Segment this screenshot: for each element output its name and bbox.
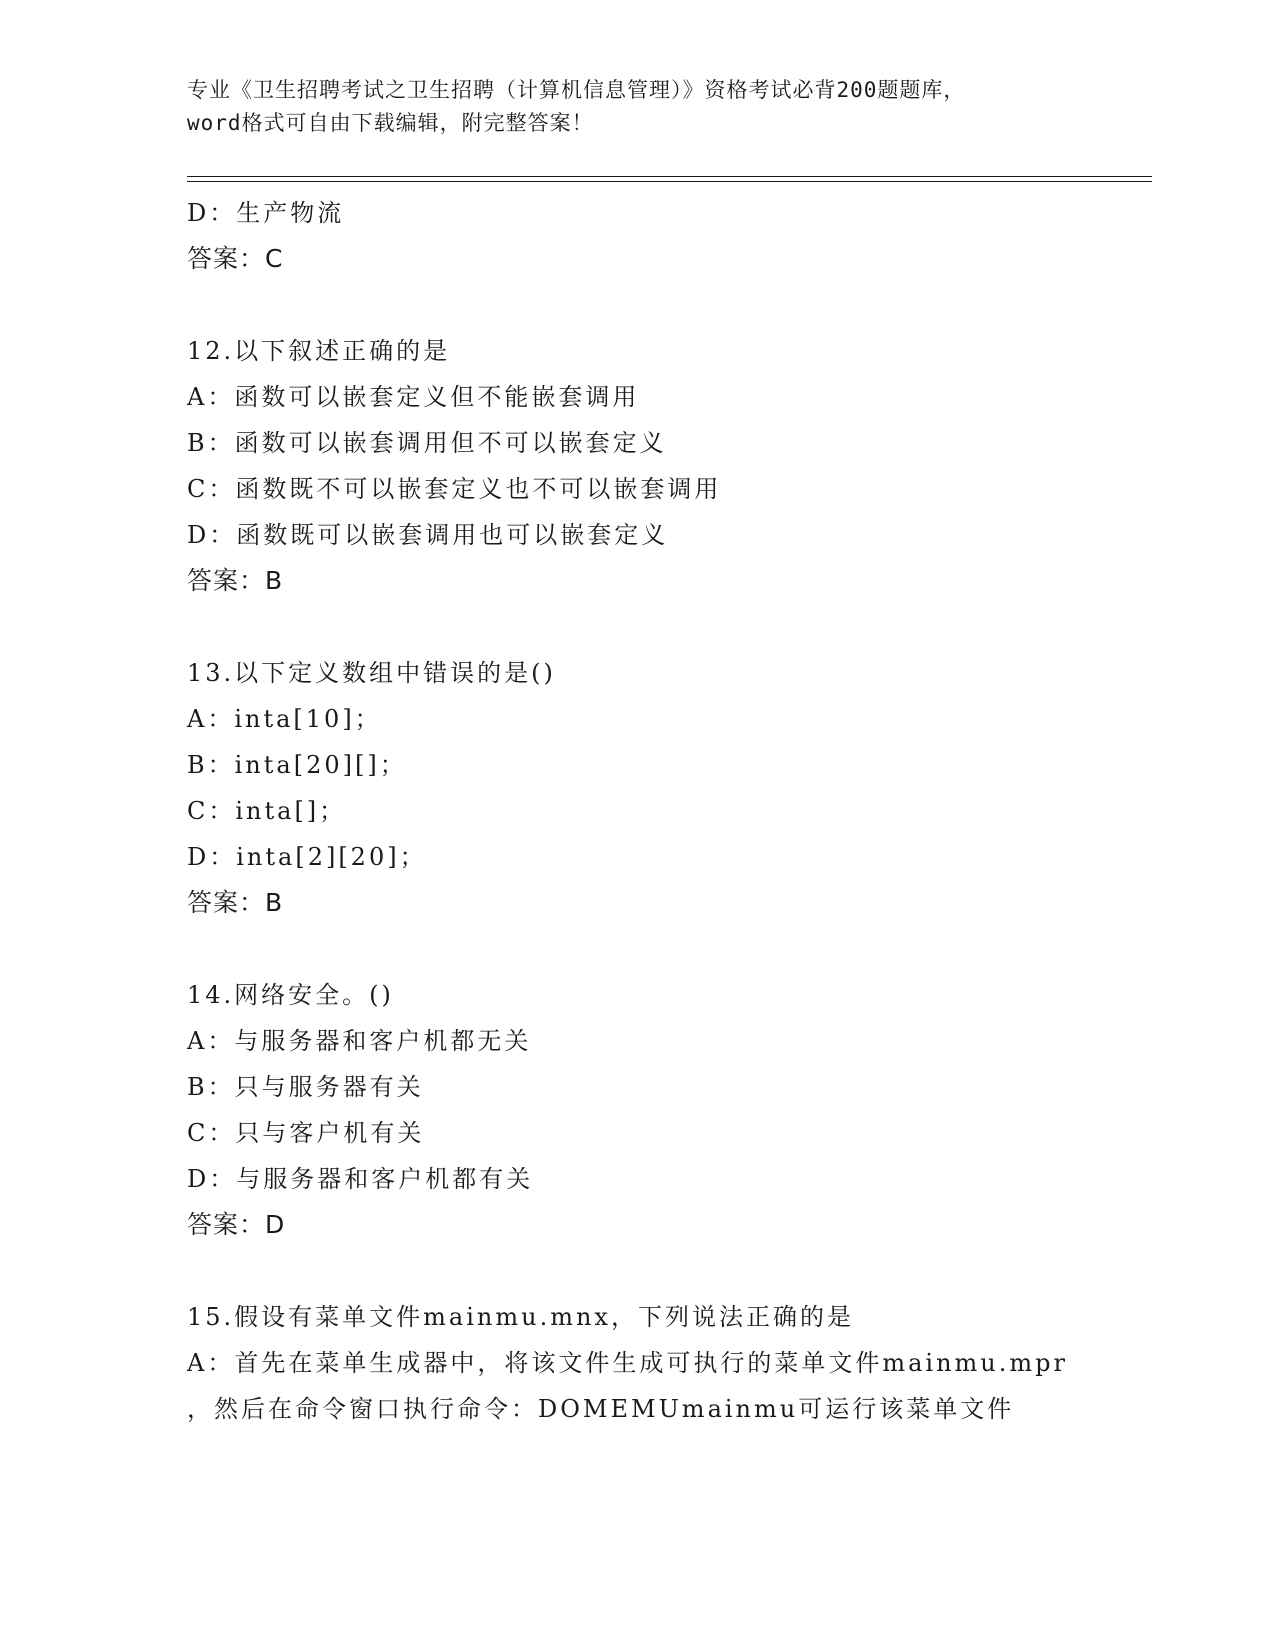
question-12 [187, 328, 1187, 604]
header-divider-top [187, 176, 1152, 177]
option-b: B：inta[20][]； [187, 751, 407, 779]
spacer [187, 604, 1187, 650]
prev-option-d: D：生产物流 [187, 199, 345, 227]
option-c: C：inta[]； [187, 797, 347, 825]
option-d: D：与服务器和客户机都有关 [187, 1165, 534, 1193]
question-15 [187, 1294, 1187, 1432]
option-a: A：inta[10]； [187, 705, 382, 733]
spacer [187, 282, 1187, 328]
option-c: C：函数既不可以嵌套定义也不可以嵌套调用 [187, 475, 722, 503]
answer: 答案：D [187, 1210, 286, 1239]
prev-answer: 答案：C [187, 244, 284, 273]
option-a-continued: ，然后在命令窗口执行命令：DOMEMUmainmu可运行该菜单文件 [187, 1395, 1015, 1423]
option-a: A：函数可以嵌套定义但不能嵌套调用 [187, 383, 640, 411]
option-b: B：只与服务器有关 [187, 1073, 424, 1101]
option-c: C：只与客户机有关 [187, 1119, 425, 1147]
question-stem: 12.以下叙述正确的是 [187, 337, 451, 365]
spacer [187, 1248, 1187, 1294]
answer: 答案：B [187, 888, 284, 917]
option-a: A：首先在菜单生成器中，将该文件生成可执行的菜单文件mainmu.mpr [187, 1349, 1068, 1377]
answer: 答案：B [187, 566, 284, 595]
spacer [187, 926, 1187, 972]
header-divider-bottom [187, 181, 1152, 182]
question-13 [187, 650, 1187, 926]
option-a: A：与服务器和客户机都无关 [187, 1027, 532, 1055]
question-content [187, 190, 1187, 1432]
question-stem: 15.假设有菜单文件mainmu.mnx，下列说法正确的是 [187, 1303, 854, 1331]
question-stem: 14.网络安全。() [187, 981, 394, 1009]
question-14 [187, 972, 1187, 1248]
header-line-2: word格式可自由下载编辑，附完整答案！ [187, 111, 594, 135]
option-b: B：函数可以嵌套调用但不可以嵌套定义 [187, 429, 667, 457]
option-d: D：inta[2][20]； [187, 843, 427, 871]
document-header [187, 74, 1087, 140]
header-line-1: 专业《卫生招聘考试之卫生招聘（计算机信息管理）》资格考试必背200题题库， [187, 78, 966, 102]
option-d: D：函数既可以嵌套调用也可以嵌套定义 [187, 521, 669, 549]
question-stem: 13.以下定义数组中错误的是() [187, 659, 556, 687]
